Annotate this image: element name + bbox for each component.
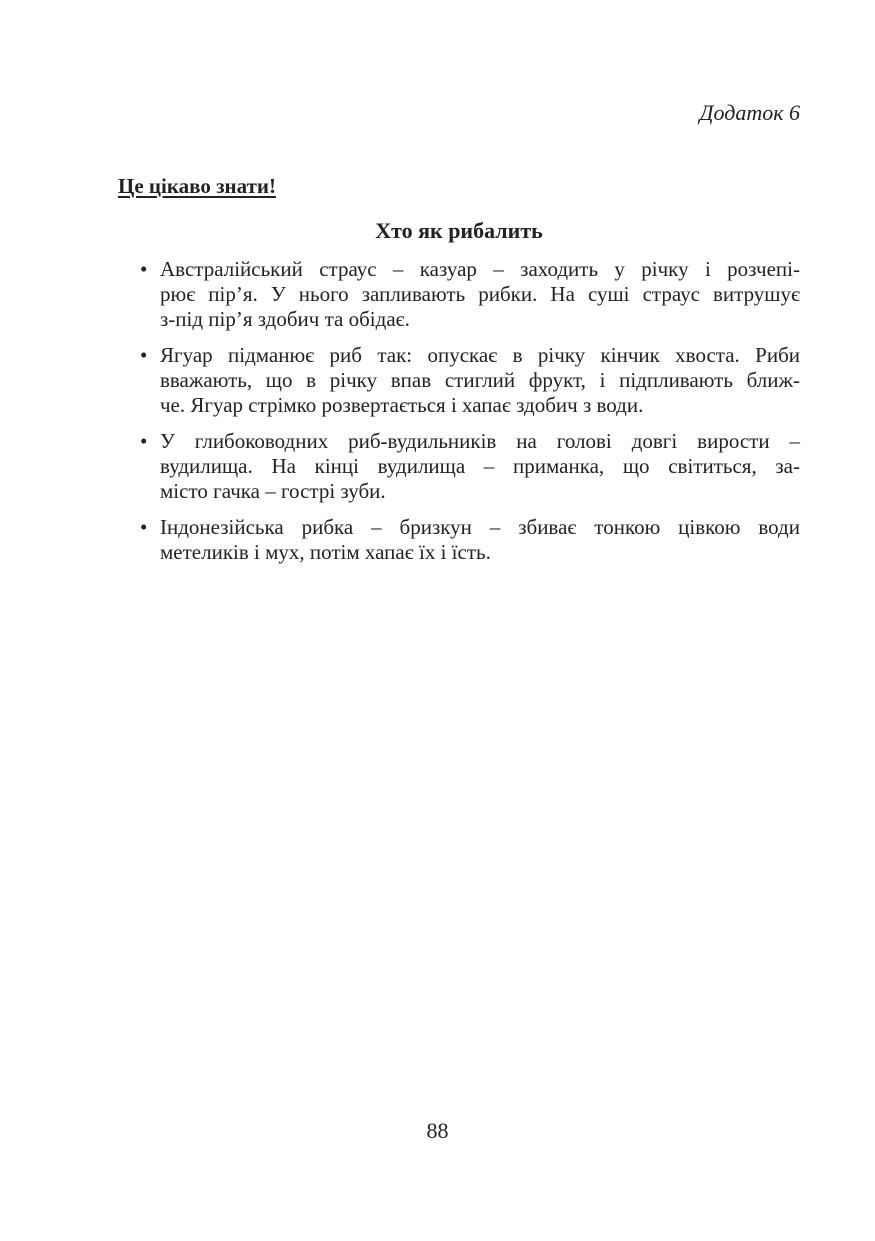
fact-line: Австралійський страус – казуар – заходить у річку і розчепі- <box>160 257 800 281</box>
fact-line: з-під пір’я здобич та обідає. <box>160 307 410 331</box>
fact-line: місто гачка – гострі зуби. <box>160 479 386 503</box>
fact-line: рює пір’я. У нього запливають рибки. На суші страус витрушує <box>160 282 800 306</box>
appendix-label: Додаток 6 <box>699 100 800 125</box>
fact-line: вважають, що в річку впав стиглий фрукт, і підпливають ближ- <box>160 368 800 392</box>
fact-item-anglerfish <box>140 429 800 504</box>
fact-item-archerfish <box>140 515 800 565</box>
fact-line: вудилища. На кінці вудилища – приманка, що світиться, за- <box>160 454 800 478</box>
facts-list <box>140 257 800 576</box>
bullet-icon: • <box>140 257 148 281</box>
bullet-icon: • <box>140 429 148 453</box>
bullet-icon: • <box>140 343 148 367</box>
page-number: 88 <box>426 1118 449 1143</box>
fact-line: Ягуар підманює риб так: опускає в річку кінчик хвоста. Риби <box>160 343 800 367</box>
section-title: Хто як рибалить <box>375 218 543 243</box>
fact-line: У глибоководних риб-вудильників на голові довгі вирости – <box>160 429 800 453</box>
fact-item-jaguar <box>140 343 800 418</box>
fact-item-cassowary <box>140 257 800 332</box>
section-kicker: Це цікаво знати! <box>118 174 276 198</box>
bullet-icon: • <box>140 515 148 539</box>
fact-line: Індонезійська рибка – бризкун – збиває тонкою цівкою води <box>160 515 800 539</box>
fact-line: че. Ягуар стрімко розвертається і хапає здобич з води. <box>160 393 644 417</box>
fact-line: метеликів і мух, потім хапає їх і їсть. <box>160 540 491 564</box>
